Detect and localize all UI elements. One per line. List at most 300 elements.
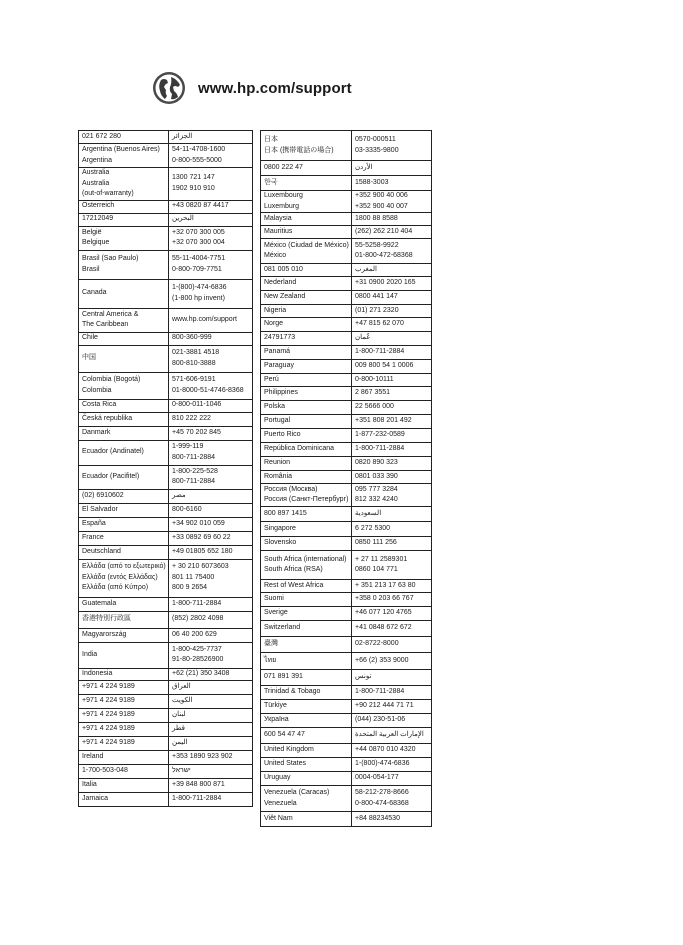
phone-number: 1-(800)-474-6836 — [355, 760, 410, 768]
phone-cell — [352, 607, 432, 621]
country-cell — [261, 580, 352, 593]
table-row — [79, 279, 253, 308]
table-row — [79, 611, 253, 628]
phone-cell — [169, 372, 253, 399]
phone-number: مصر — [172, 491, 186, 499]
phone-cell — [352, 226, 432, 239]
table-row — [261, 429, 432, 443]
country-cell — [261, 700, 352, 714]
table-row — [79, 226, 253, 250]
phone-number: +351 808 201 492 — [355, 417, 412, 425]
phone-cell — [352, 415, 432, 429]
country-label: 021 672 280 — [82, 132, 121, 140]
country-label: 800 897 1415 — [264, 509, 307, 517]
phone-cell — [352, 387, 432, 401]
country-cell — [261, 429, 352, 443]
phone-cell — [169, 792, 253, 806]
country-cell — [79, 559, 169, 597]
country-cell — [261, 305, 352, 318]
country-label: 0800 222 47 — [264, 163, 303, 171]
country-label: Venezuela (Caracas) — [264, 789, 330, 796]
phone-number: 1-800-711-2884 — [355, 688, 405, 696]
table-row — [261, 812, 432, 827]
country-label: El Salvador — [82, 505, 118, 513]
country-cell — [261, 291, 352, 305]
country-cell — [261, 226, 352, 239]
phone-cell — [169, 200, 253, 213]
table-row — [79, 694, 253, 708]
country-label: Česká republika — [82, 414, 133, 422]
phone-number: 1588-3003 — [355, 178, 389, 186]
country-label: Chile — [82, 334, 98, 342]
phone-cell — [169, 168, 253, 201]
phone-number: +62 (21) 350 3408 — [172, 669, 230, 677]
phone-number: البحرين — [172, 215, 194, 223]
phone-cell — [352, 812, 432, 827]
phone-number: 91-80-28526900 — [172, 656, 224, 663]
globe-icon — [152, 71, 186, 105]
table-row — [79, 372, 253, 399]
table-row — [261, 360, 432, 374]
phone-number: 03-3335-9800 — [355, 146, 399, 154]
country-label: Suomi — [264, 595, 284, 603]
country-cell — [261, 176, 352, 191]
country-cell — [261, 471, 352, 484]
country-label: +971 4 224 9189 — [82, 710, 135, 718]
phone-cell — [352, 346, 432, 360]
country-label: Central America & — [82, 310, 139, 318]
table-row — [261, 537, 432, 551]
table-row — [79, 517, 253, 531]
phone-number: 55-5258-9922 — [355, 241, 399, 249]
country-cell — [79, 213, 169, 226]
country-label: Australia — [82, 179, 110, 187]
phone-cell — [169, 426, 253, 440]
country-label: Argentina (Buenos Aires) — [82, 146, 160, 153]
table-row — [79, 792, 253, 806]
country-cell — [261, 772, 352, 786]
table-row — [79, 545, 253, 559]
table-row — [261, 593, 432, 607]
country-label: Colombia — [82, 386, 112, 394]
phone-number: 22 5666 000 — [355, 403, 394, 411]
country-label: Danmark — [82, 428, 111, 436]
phone-cell — [352, 621, 432, 637]
phone-number: 0004-054-177 — [355, 774, 399, 782]
country-label: Switzerland — [264, 624, 301, 632]
phone-cell — [169, 545, 253, 559]
phone-number: 1-800-425-7737 — [172, 645, 222, 653]
table-row — [261, 621, 432, 637]
country-cell — [79, 778, 169, 792]
phone-cell — [352, 239, 432, 264]
phone-cell — [352, 131, 432, 161]
phone-cell — [352, 429, 432, 443]
phone-cell — [169, 440, 253, 465]
country-cell — [261, 213, 352, 226]
phone-cell — [169, 345, 253, 372]
country-cell — [261, 346, 352, 360]
phone-cell — [169, 144, 253, 168]
country-label: Indonesia — [82, 669, 113, 677]
country-cell — [261, 332, 352, 346]
phone-number: www.hp.com/support — [172, 315, 237, 323]
table-row — [79, 680, 253, 694]
table-row — [261, 670, 432, 686]
country-label: Türkiye — [264, 702, 287, 710]
phone-number: +353 1890 923 902 — [172, 752, 233, 760]
phone-number: 0-800-474-68368 — [355, 799, 409, 807]
country-cell — [261, 670, 352, 686]
country-cell — [79, 345, 169, 372]
phone-number: +44 0870 010 4320 — [355, 746, 416, 754]
phone-cell — [169, 694, 253, 708]
country-cell — [79, 440, 169, 465]
phone-cell — [169, 503, 253, 517]
table-row — [261, 415, 432, 429]
phone-number: +90 212 444 71 71 — [355, 702, 414, 710]
phone-cell — [169, 308, 253, 332]
country-cell — [261, 401, 352, 415]
table-row — [261, 291, 432, 305]
table-row — [261, 374, 432, 387]
country-cell — [261, 318, 352, 332]
phone-number: 0850 111 256 — [355, 539, 397, 547]
table-row — [79, 722, 253, 736]
phone-cell — [352, 305, 432, 318]
phone-number: +45 70 202 845 — [172, 428, 221, 436]
phone-number: 1-800-711-2884 — [172, 794, 222, 802]
phone-cell — [352, 161, 432, 176]
phone-number: 095 777 3284 — [355, 485, 398, 493]
country-label: (out-of-warranty) — [82, 190, 134, 197]
country-label: France — [82, 533, 104, 541]
country-label: Panamá — [264, 348, 291, 356]
table-row — [261, 471, 432, 484]
country-label: Portugal — [264, 417, 291, 425]
country-cell — [79, 764, 169, 778]
country-label: Trinidad & Tobago — [264, 688, 321, 696]
country-label: Singapore — [264, 524, 296, 532]
country-label: Россия (Москва) — [264, 485, 318, 493]
phone-cell — [169, 559, 253, 597]
table-row — [79, 597, 253, 611]
table-row — [79, 144, 253, 168]
table-row — [261, 728, 432, 744]
phone-cell — [352, 537, 432, 551]
country-label: România — [264, 472, 293, 480]
phone-number: 0-800-709-7751 — [172, 265, 222, 273]
phone-cell — [169, 531, 253, 545]
phone-number: 800-810-3888 — [172, 359, 216, 367]
phone-number: 801 11 75400 — [172, 573, 215, 581]
country-label: Россия (Санкт-Петербург) — [264, 496, 349, 503]
phone-cell — [352, 484, 432, 507]
table-row — [261, 176, 432, 191]
country-label: België — [82, 228, 102, 236]
country-label: +971 4 224 9189 — [82, 724, 135, 732]
phone-cell — [352, 264, 432, 277]
phone-cell — [352, 471, 432, 484]
phone-cell — [169, 412, 253, 426]
phone-number: 0-800-555-5000 — [172, 156, 222, 164]
country-label: Perú — [264, 375, 279, 383]
country-label: Brasil (Sao Paulo) — [82, 255, 139, 262]
support-url[interactable]: www.hp.com/support — [198, 79, 352, 97]
phone-cell — [169, 465, 253, 489]
table-row — [261, 239, 432, 264]
country-label: 日本 — [264, 136, 278, 143]
phone-number: 1902 910 910 — [172, 184, 215, 192]
phone-number: 0820 890 323 — [355, 459, 398, 467]
country-label: Ireland — [82, 752, 104, 760]
table-row — [261, 318, 432, 332]
country-label: 한국 — [264, 178, 278, 186]
country-cell — [79, 144, 169, 168]
table-row — [261, 580, 432, 593]
phone-number: 810 222 222 — [172, 414, 211, 422]
phone-number: +31 0900 2020 165 — [355, 279, 416, 287]
country-label: Belgique — [82, 239, 110, 246]
table-row — [79, 465, 253, 489]
phone-number: +39 848 800 871 — [172, 780, 225, 788]
phone-number: اليمن — [172, 738, 188, 746]
phone-number: +32 070 300 005 — [172, 228, 225, 236]
country-cell — [261, 593, 352, 607]
phone-number: 0800 441 147 — [355, 293, 398, 301]
phone-number: +41 0848 672 672 — [355, 624, 412, 632]
country-cell — [79, 694, 169, 708]
country-cell — [261, 507, 352, 522]
country-label: Argentina — [82, 156, 112, 164]
country-label: Viêt Nam — [264, 814, 293, 822]
country-label: ไทย — [264, 656, 277, 664]
country-label: +971 4 224 9189 — [82, 682, 135, 690]
country-label: 臺灣 — [264, 640, 278, 648]
country-cell — [261, 387, 352, 401]
country-label: Puerto Rico — [264, 431, 301, 439]
country-label: Sverige — [264, 609, 288, 617]
table-row — [79, 426, 253, 440]
phone-cell — [352, 401, 432, 415]
country-label: Luxemburg — [264, 202, 300, 210]
phone-cell — [169, 680, 253, 694]
phone-cell — [352, 332, 432, 346]
phone-number: (01) 271 2320 — [355, 306, 399, 314]
table-row — [79, 628, 253, 642]
country-cell — [79, 308, 169, 332]
phone-number: قطر — [172, 724, 185, 732]
country-cell — [79, 545, 169, 559]
phone-cell — [352, 522, 432, 537]
table-row — [79, 440, 253, 465]
country-cell — [261, 728, 352, 744]
phone-cell — [352, 277, 432, 291]
country-cell — [79, 517, 169, 531]
country-label: Australia — [82, 169, 110, 176]
country-cell — [261, 360, 352, 374]
table-row — [79, 200, 253, 213]
table-row — [261, 686, 432, 700]
phone-number: (1-800 hp invent) — [172, 294, 225, 302]
country-cell — [261, 374, 352, 387]
country-label: Ελλάδα (από το εξωτερικό) — [82, 563, 166, 571]
table-row — [261, 507, 432, 522]
phone-number: ישראל — [172, 766, 191, 774]
country-label: (02) 6910602 — [82, 491, 124, 499]
country-cell — [261, 653, 352, 670]
country-label: 17212049 — [82, 215, 114, 223]
country-cell — [261, 537, 352, 551]
phone-cell — [352, 786, 432, 812]
phone-cell — [352, 291, 432, 305]
country-label: Österreich — [82, 202, 115, 210]
phone-cell — [352, 374, 432, 387]
phone-number: 1-(800)-474-6836 — [172, 284, 227, 291]
country-cell — [79, 279, 169, 308]
phone-number: العراق — [172, 682, 191, 690]
country-cell — [79, 642, 169, 668]
country-cell — [261, 457, 352, 471]
phone-number: +34 902 010 059 — [172, 519, 225, 527]
phone-cell — [169, 597, 253, 611]
phone-number: 6 272 5300 — [355, 524, 391, 532]
phone-cell — [169, 489, 253, 503]
phone-number: +33 0892 69 60 22 — [172, 533, 231, 541]
table-row — [261, 637, 432, 653]
table-row — [79, 559, 253, 597]
phone-number: 009 800 54 1 0006 — [355, 362, 414, 370]
country-cell — [261, 522, 352, 537]
phone-number: 2 867 3551 — [355, 389, 391, 397]
country-label: Nigeria — [264, 306, 287, 314]
phone-number: 800-360-999 — [172, 334, 212, 342]
table-row — [79, 308, 253, 332]
phone-number: لبنان — [172, 710, 186, 718]
table-row — [261, 484, 432, 507]
table-row — [261, 277, 432, 291]
table-row — [79, 168, 253, 201]
country-label: 071 891 391 — [264, 673, 303, 681]
phone-number: 55-11-4004-7751 — [172, 255, 226, 262]
phone-cell — [352, 580, 432, 593]
phone-cell — [352, 191, 432, 213]
phone-cell — [169, 736, 253, 750]
country-cell — [79, 489, 169, 503]
country-label: México — [264, 252, 287, 259]
country-label: Philippines — [264, 389, 298, 397]
country-cell — [79, 226, 169, 250]
phone-cell — [352, 457, 432, 471]
table-row — [261, 772, 432, 786]
phone-number: + 351 213 17 63 80 — [355, 581, 416, 589]
table-row — [79, 250, 253, 279]
phone-cell — [352, 653, 432, 670]
country-cell — [79, 399, 169, 412]
phone-cell — [352, 728, 432, 744]
table-row — [79, 778, 253, 792]
country-label: Ελλάδα (εντός Ελλάδας) — [82, 573, 158, 581]
country-cell — [261, 607, 352, 621]
phone-number: 01-8000-51-4746-8368 — [172, 386, 244, 394]
phone-number: 01-800-472-68368 — [355, 252, 413, 259]
table-row — [79, 736, 253, 750]
country-label: Ecuador (Pacifitel) — [82, 472, 140, 480]
country-label: Ecuador (Andinatel) — [82, 448, 144, 456]
country-cell — [79, 503, 169, 517]
country-cell — [261, 551, 352, 580]
country-label: +971 4 224 9189 — [82, 696, 135, 704]
country-cell — [261, 686, 352, 700]
country-label: +971 4 224 9189 — [82, 738, 135, 746]
phone-number: 1-800-711-2884 — [355, 348, 405, 356]
country-label: Україна — [264, 716, 289, 724]
phone-cell — [352, 744, 432, 758]
table-row — [79, 503, 253, 517]
country-cell — [261, 812, 352, 827]
country-cell — [261, 786, 352, 812]
country-label: 24791773 — [264, 334, 296, 342]
country-cell — [261, 637, 352, 653]
table-row — [79, 531, 253, 545]
phone-cell — [169, 226, 253, 250]
country-cell — [79, 722, 169, 736]
country-label: Slovensko — [264, 539, 297, 547]
table-row — [261, 714, 432, 728]
phone-number: 06 40 200 629 — [172, 630, 217, 638]
country-cell — [79, 792, 169, 806]
country-label: Norge — [264, 320, 284, 328]
country-label: Guatemala — [82, 599, 117, 607]
country-cell — [79, 736, 169, 750]
phone-cell — [169, 642, 253, 668]
support-table-right — [260, 130, 432, 827]
phone-number: +352 900 40 007 — [355, 202, 408, 210]
country-label: Italia — [82, 780, 97, 788]
country-label: Paraguay — [264, 362, 294, 370]
table-row — [261, 213, 432, 226]
table-row — [261, 744, 432, 758]
phone-cell — [169, 778, 253, 792]
table-row — [79, 642, 253, 668]
country-label: United States — [264, 760, 307, 768]
phone-number: +32 070 300 004 — [172, 239, 225, 246]
table-row — [261, 226, 432, 239]
country-cell — [79, 200, 169, 213]
table-row — [79, 764, 253, 778]
phone-number: + 27 11 2589301 — [355, 555, 408, 563]
phone-cell — [169, 764, 253, 778]
phone-number: الإمارات العربية المتحدة — [355, 731, 424, 739]
table-row — [261, 191, 432, 213]
table-row — [261, 786, 432, 812]
phone-number: 02-8722-8000 — [355, 640, 399, 648]
phone-number: 1-999-119 — [172, 443, 204, 450]
country-cell — [261, 415, 352, 429]
phone-number: 800 9 2654 — [172, 584, 208, 592]
phone-cell — [169, 131, 253, 144]
phone-number: 0570-000511 — [355, 136, 396, 143]
country-label: Luxembourg — [264, 192, 303, 199]
phone-cell — [352, 176, 432, 191]
phone-cell — [352, 758, 432, 772]
phone-number: +66 (2) 353 9000 — [355, 656, 409, 664]
phone-number: +49 01805 652 180 — [172, 547, 233, 555]
country-label: Jamaica — [82, 794, 109, 802]
table-row — [261, 653, 432, 670]
country-cell — [79, 668, 169, 680]
table-row — [79, 131, 253, 144]
